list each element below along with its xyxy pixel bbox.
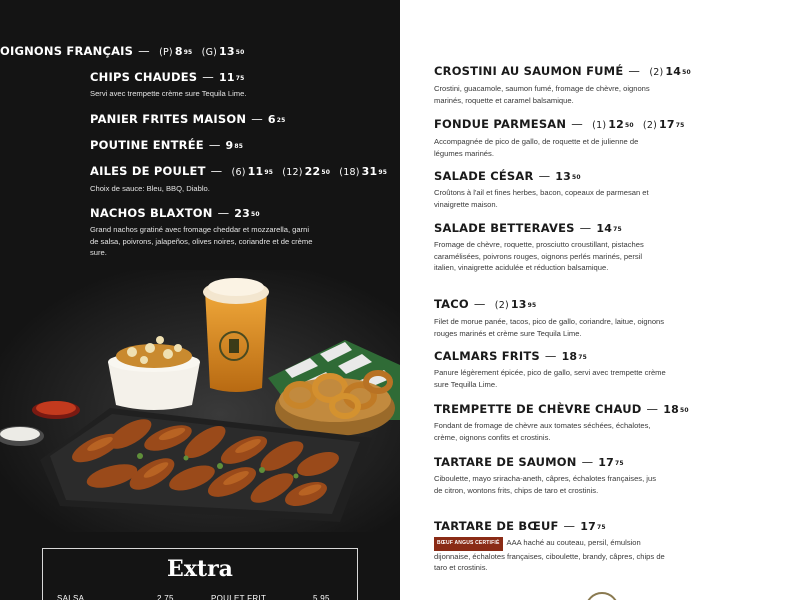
extra-item bbox=[211, 594, 266, 600]
menu-item bbox=[434, 402, 689, 443]
menu-item-title: SALADE CÉSAR — $13^{50}$ bbox=[434, 169, 581, 183]
extra-item-price: 5.95 bbox=[313, 594, 330, 600]
menu-item-title: POUTINE ENTRÉE — $9^{85}$ bbox=[90, 138, 244, 152]
menu-item-title: CALMARS FRITS — $18^{75}$ bbox=[434, 349, 588, 363]
menu-item-title: CHIPS CHAUDES — $11^{75}$ bbox=[90, 70, 245, 84]
menu-item-title: NACHOS BLAXTON — $23^{50}$ bbox=[90, 206, 260, 220]
food-photo bbox=[0, 270, 400, 532]
menu-item-title: OIGNONS FRANÇAIS — (P) $8^{95}$ (G) $13^{50}$ bbox=[0, 44, 245, 58]
menu-item bbox=[90, 112, 286, 127]
menu-item-description: Croûtons à l'ail et fines herbes, bacon, copeaux de parmesan et vinaigrette maison. bbox=[434, 188, 649, 209]
extra-item-name: SALSA bbox=[57, 594, 85, 600]
menu-item bbox=[434, 455, 666, 496]
menu-item bbox=[434, 117, 684, 159]
extra-item-name: POULET FRIT bbox=[211, 594, 267, 600]
menu-item-description: Choix de sauce: Bleu, BBQ, Diablo. bbox=[90, 184, 210, 193]
right-menu-panel bbox=[400, 0, 800, 600]
extra-section bbox=[42, 548, 358, 600]
menu-item bbox=[0, 44, 245, 60]
menu-item-description: BŒUF ANGUS CERTIFIÉ AAA haché au couteau, persil, émulsion dijonnaise, échalotes françaises, ciboulette, brandy, câpres, chips de taro et crostinis. bbox=[434, 538, 665, 572]
menu-item-description: Fondant de fromage de chèvre aux tomates séchées, échalotes, crème, oignons confits et crostinis. bbox=[434, 421, 651, 442]
menu-item bbox=[90, 138, 243, 153]
menu-item-title: TARTARE DE BŒUF — $17^{75}$ bbox=[434, 519, 606, 533]
menu-item bbox=[434, 349, 666, 390]
menu-item bbox=[90, 206, 318, 259]
menu-item-title: AILES DE POULET — (6) $11^{95}$ (12) $22^{50}$ (18) $31^{95}$ bbox=[90, 164, 388, 178]
menu-item-description: Grand nachos gratiné avec fromage cheddar et mozzarella, garni de salsa, poivrons, jalapeños, olives noires, coriandre et de crème sure. bbox=[90, 225, 313, 257]
extra-title: Extra bbox=[167, 556, 233, 582]
menu-item bbox=[90, 164, 387, 195]
extra-item-price: 2.75 bbox=[157, 594, 174, 600]
menu-item-description: Ciboulette, mayo sriracha-aneth, câpres, échalotes françaises, jus de citron, wontons frits, chips de taro et crostinis. bbox=[434, 474, 657, 495]
menu-item bbox=[434, 221, 666, 274]
menu-item-description: Filet de morue panée, tacos, pico de gallo, coriandre, laitue, oignons rouges marinés et crème sure Tequila Lime. bbox=[434, 317, 665, 338]
certified-badge: BŒUF ANGUS CERTIFIÉ bbox=[434, 537, 503, 551]
menu-item-title: TACO — (2) $13^{95}$ bbox=[434, 297, 537, 311]
menu-item-title: SALADE BETTERAVES — $14^{75}$ bbox=[434, 221, 622, 235]
menu-item bbox=[434, 64, 691, 106]
menu-item-description: Fromage de chèvre, roquette, prosciutto croustillant, pistaches caramélisées, poivrons rouges, oignons perlés marinés, persil italien, vinaigrette acidulée et réduction balsamique. bbox=[434, 240, 644, 272]
menu-item bbox=[434, 169, 666, 210]
menu-item-description: Servi avec trempette crème sure Tequila Lime. bbox=[90, 89, 247, 98]
menu-item-title: TREMPETTE DE CHÈVRE CHAUD — $18^{50}$ bbox=[434, 402, 689, 416]
menu-item-description: Accompagnée de pico de gallo, de roquette et de julienne de légumes marinés. bbox=[434, 137, 639, 158]
menu-item-title: PANIER FRITES MAISON — $6^{25}$ bbox=[90, 112, 286, 126]
menu-item-description: Crostini, guacamole, saumon fumé, fromage de chèvre, oignons marinés, roquette et caramel balsamique. bbox=[434, 84, 650, 105]
menu-item-title: CROSTINI AU SAUMON FUMÉ — (2) $14^{50}$ bbox=[434, 64, 691, 78]
menu-item bbox=[434, 297, 666, 339]
menu-item-title: FONDUE PARMESAN — (1) $12^{50}$ (2) $17^{75}$ bbox=[434, 117, 685, 131]
menu-item bbox=[434, 519, 666, 574]
extra-item bbox=[57, 594, 84, 600]
menu-item-title: TARTARE DE SAUMON — $17^{75}$ bbox=[434, 455, 624, 469]
menu-item bbox=[90, 70, 318, 100]
menu-item-description: Panure légèrement épicée, pico de gallo, servi avec trempette crème sure Tequilla Lime. bbox=[434, 368, 666, 389]
